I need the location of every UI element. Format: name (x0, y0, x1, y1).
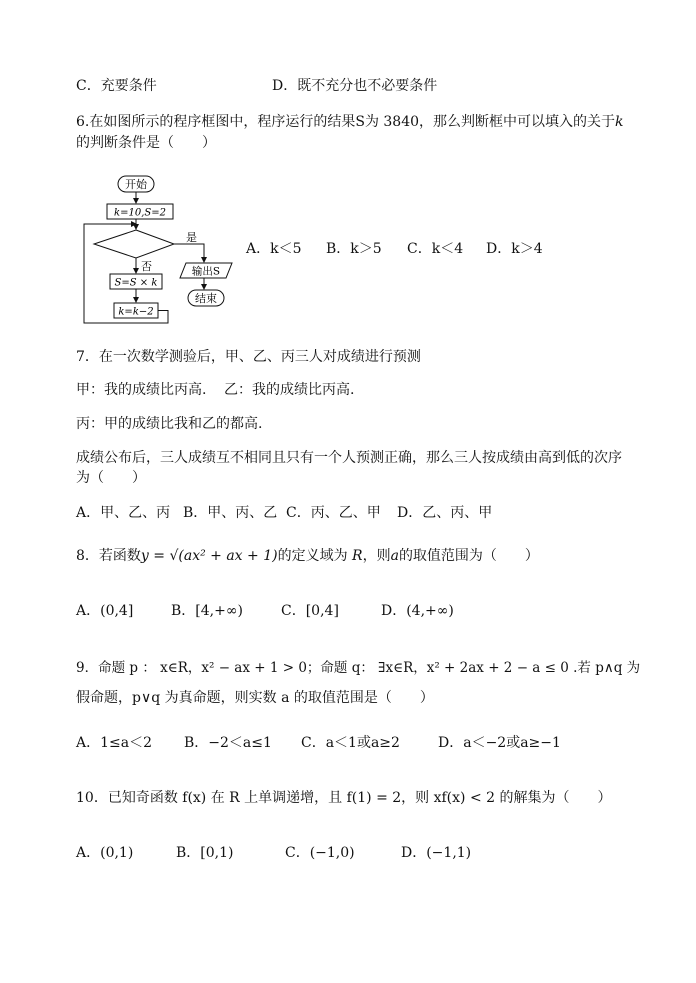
flow-end-label: 结束 (195, 292, 217, 305)
flow-no-label: 否 (141, 260, 152, 273)
q8-option-b: B．[4,+∞) (171, 603, 243, 619)
q6-option-a: A．k＜5 (246, 241, 302, 257)
q5-option-d: D．既不充分也不必要条件 (272, 78, 438, 94)
q10-option-b: B．[0,1) (176, 845, 234, 861)
q10-option-a: A．(0,1) (76, 845, 134, 861)
q10-option-c: C．(−1,0) (285, 845, 355, 861)
q6-stem-line2: 的判断条件是（ ） (76, 135, 216, 151)
q7-option-c: C．丙、乙、甲 (286, 505, 381, 521)
q9-option-a: A．1≤a＜2 (76, 735, 153, 751)
q9-option-d: D．a＜−2或a≥−1 (438, 735, 561, 751)
q8-option-c: C．[0,4] (281, 603, 339, 619)
q10-option-d: D．(−1,1) (401, 845, 472, 861)
flow-yes-label: 是 (186, 231, 197, 244)
q9-stem-line1: 9．命题 p ： x∈R，x² − ax + 1 > 0；命题 q： ∃x∈R，x² + 2ax + 2 − a ≤ 0 .若 p∧q 为 (76, 660, 641, 676)
flow-multiply-label: S=S × k (114, 277, 158, 289)
q6-flowchart (80, 172, 250, 328)
q7-option-b: B．甲、丙、乙 (183, 505, 278, 521)
q5-option-c: C．充要条件 (76, 78, 157, 94)
q7-option-d: D．乙、丙、甲 (397, 505, 493, 521)
q7-result-line1: 成绩公布后，三人成绩互不相同且只有一个人预测正确，那么三人按成绩由高到低的次序 (76, 450, 622, 466)
q7-result-line2: 为（ ） (76, 470, 146, 486)
flow-init-label: k=10,S=2 (114, 207, 166, 219)
q6-option-b: B．k＞5 (326, 241, 382, 257)
q7-jia: 甲：我的成绩比丙高. (76, 382, 207, 398)
q7-yi: 乙：我的成绩比丙高. (224, 382, 355, 398)
flow-start-label: 开始 (125, 178, 147, 191)
q8-option-a: A．(0,4] (76, 603, 134, 619)
q8-function: y = √(ax² + ax + 1) (140, 548, 278, 564)
q9-stem-line2: 假命题，p∨q 为真命题，则实数 a 的取值范围是（ ） (76, 690, 434, 706)
q6-stem-line1: 6.在如图所示的程序框图中，程序运行的结果S为 3840，那么判断框中可以填入的关于k (76, 114, 624, 130)
q7-option-a: A．甲、乙、丙 (76, 505, 171, 521)
flow-decision (94, 230, 174, 258)
q8-option-d: D．(4,+∞) (381, 603, 454, 619)
q8-stem: 8．若函数y = √(ax² + ax + 1)的定义域为 R，则a的取值范围为（ ） (76, 548, 539, 564)
q7-stem: 7．在一次数学测验后，甲、乙、丙三人对成绩进行预测 (76, 349, 421, 365)
q7-bing: 丙：甲的成绩比我和乙的都高. (76, 416, 263, 432)
q6-option-c: C．k＜4 (407, 241, 464, 257)
flow-output-label: 输出S (191, 265, 221, 278)
flow-decrement-label: k=k−2 (118, 306, 154, 318)
q10-stem: 10．已知奇函数 f(x) 在 R 上单调递增，且 f(1) = 2，则 xf(x) < 2 的解集为（ ） (76, 790, 612, 806)
q9-option-b: B．−2＜a≤1 (184, 735, 272, 751)
q9-option-c: C．a＜1或a≥2 (301, 735, 400, 751)
q6-option-d: D．k＞4 (486, 241, 543, 257)
